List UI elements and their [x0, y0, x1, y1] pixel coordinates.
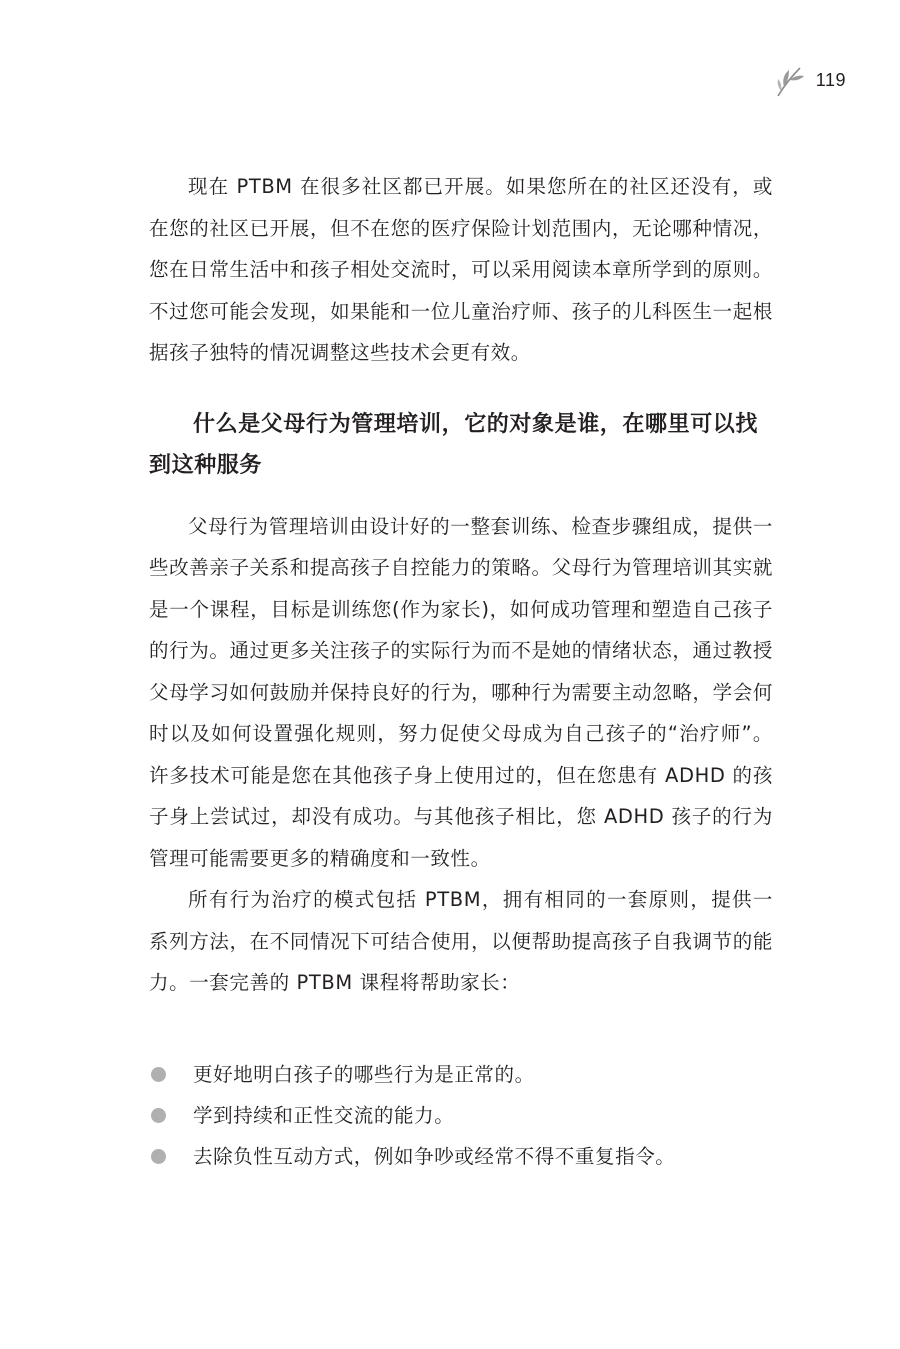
- leaf-sprig-icon: [772, 60, 806, 100]
- bullet-list: [149, 1054, 773, 1177]
- paragraph: 父母行为管理培训由设计好的一整套训练、检查步骤组成，提供一些改善亲子关系和提高孩子自控能力的策略。父母行为管理培训其实就是一个课程，目标是训练您(作为家长)，如何成功管理和塑造自己孩子的行为。通过更多关注孩子的实际行为而不是她的情绪状态，通过教授父母学习如何鼓励并保持良好的行为，哪种行为需要主动忽略，学会何时以及如何设置强化规则，努力促使父母成为自己孩子的“治疗师”。许多技术可能是您在其他孩子身上使用过的，但在您患有 ADHD 的孩子身上尝试过，却没有成功。与其他孩子相比，您 ADHD 孩子的行为管理可能需要更多的精确度和一致性。: [149, 514, 773, 870]
- bullet-dot-icon: [151, 1108, 166, 1123]
- bullet-dot-icon: [151, 1149, 166, 1164]
- bullet-item: [149, 1136, 773, 1177]
- bullet-dot-icon: [151, 1067, 166, 1082]
- page-content: [149, 166, 773, 1177]
- bullet-text: 学到持续和正性交流的能力。: [193, 1103, 455, 1127]
- page-header: [772, 60, 846, 100]
- paragraph: 所有行为治疗的模式包括 PTBM，拥有相同的一套原则，提供一系列方法，在不同情况下可结合使用，以便帮助提高孩子自我调节的能力。一套完善的 PTBM 课程将帮助家长：: [149, 888, 773, 994]
- bullet-item: [149, 1095, 773, 1136]
- bullet-text: 更好地明白孩子的哪些行为是正常的。: [193, 1062, 535, 1086]
- bullet-item: [149, 1054, 773, 1095]
- page-number: 119: [815, 69, 846, 90]
- section-heading: 什么是父母行为管理培训，它的对象是谁，在哪里可以找到这种服务: [149, 411, 759, 478]
- paragraph: 现在 PTBM 在很多社区都已开展。如果您所在的社区还没有，或在您的社区已开展，但不在您的医疗保险计划范围内，无论哪种情况，您在日常生活中和孩子相处交流时，可以采用阅读本章所学到的原则。不过您可能会发现，如果能和一位儿童治疗师、孩子的儿科医生一起根据孩子独特的情况调整这些技术会更有效。: [149, 175, 773, 364]
- bullet-text: 去除负性互动方式，例如争吵或经常不得不重复指令。: [193, 1144, 676, 1168]
